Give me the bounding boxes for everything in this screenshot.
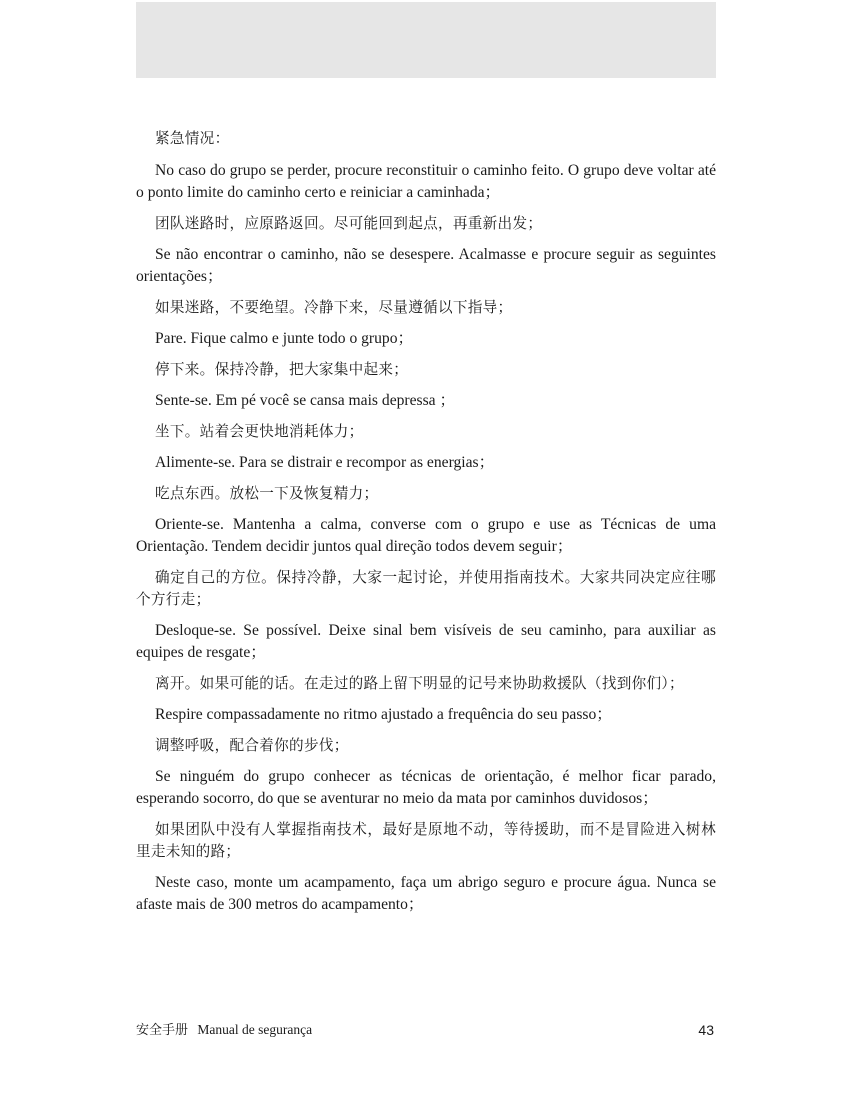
footer-title-pt: Manual de segurança: [197, 1022, 313, 1037]
page-content: [136, 128, 716, 925]
paragraph-pt: Sente-se. Em pé você se cansa mais depressa ；: [155, 392, 456, 409]
paragraph-pt: Oriente-se. Mantenha a calma, converse com o grupo e use as Técnicas de uma Orientação. Tendem decidir juntos qual direção todos devem seguir；: [136, 516, 716, 555]
paragraph-pt: Se ninguém do grupo conhecer as técnicas de orientação, é melhor ficar parado, esperando socorro, do que se aventurar no meio da mata por caminhos duvidosos；: [136, 768, 716, 807]
paragraph-pt: Neste caso, monte um acampamento, faça um abrigo seguro e procure água. Nunca se afaste mais de 300 metros do acampamento；: [136, 874, 716, 913]
footer-title: [136, 1019, 312, 1038]
paragraph-zh: 如果团队中没有人掌握指南技术，最好是原地不动，等待援助，而不是冒险进入树林里走未知的路；: [136, 821, 716, 860]
paragraph-zh: 停下来。保持冷静，把大家集中起来；: [155, 361, 409, 378]
paragraph-zh: 离开。如果可能的话。在走过的路上留下明显的记号来协助救援队（找到你们）；: [155, 675, 684, 692]
paragraph-pt: Desloque-se. Se possível. Deixe sinal bem visíveis de seu caminho, para auxiliar as equipes de resgate；: [136, 622, 716, 661]
paragraph-zh: 坐下。站着会更快地消耗体力；: [155, 423, 364, 440]
paragraph-pt: Pare. Fique calmo e junte todo o grupo；: [155, 330, 414, 347]
paragraph-list: [136, 160, 716, 916]
paragraph-zh: 确定自己的方位。保持冷静，大家一起讨论，并使用指南技术。大家共同决定应往哪个方行走；: [136, 569, 716, 608]
paragraph-zh: 调整呼吸，配合着你的步伐；: [155, 737, 349, 754]
header-band: [136, 2, 716, 78]
footer-title-zh: 安全手册: [136, 1023, 189, 1038]
page-number: 43: [698, 1022, 714, 1038]
paragraph-zh: 如果迷路，不要绝望。冷静下来，尽量遵循以下指导；: [155, 299, 513, 316]
paragraph-zh: 吃点东西。放松一下及恢复精力；: [155, 485, 379, 502]
paragraph-pt: Respire compassadamente no ritmo ajustado a frequência do seu passo；: [155, 706, 612, 723]
section-heading: 紧急情况：: [155, 130, 230, 147]
paragraph-pt: Se não encontrar o caminho, não se desespere. Acalmasse e procure seguir as seguintes orientações；: [136, 246, 716, 285]
paragraph-zh: 团队迷路时，应原路返回。尽可能回到起点，再重新出发；: [155, 215, 543, 232]
paragraph-pt: Alimente-se. Para se distrair e recompor as energias；: [155, 454, 495, 471]
paragraph-pt: No caso do grupo se perder, procure reconstituir o caminho feito. O grupo deve voltar até o ponto limite do caminho certo e reiniciar a caminhada；: [136, 162, 716, 201]
